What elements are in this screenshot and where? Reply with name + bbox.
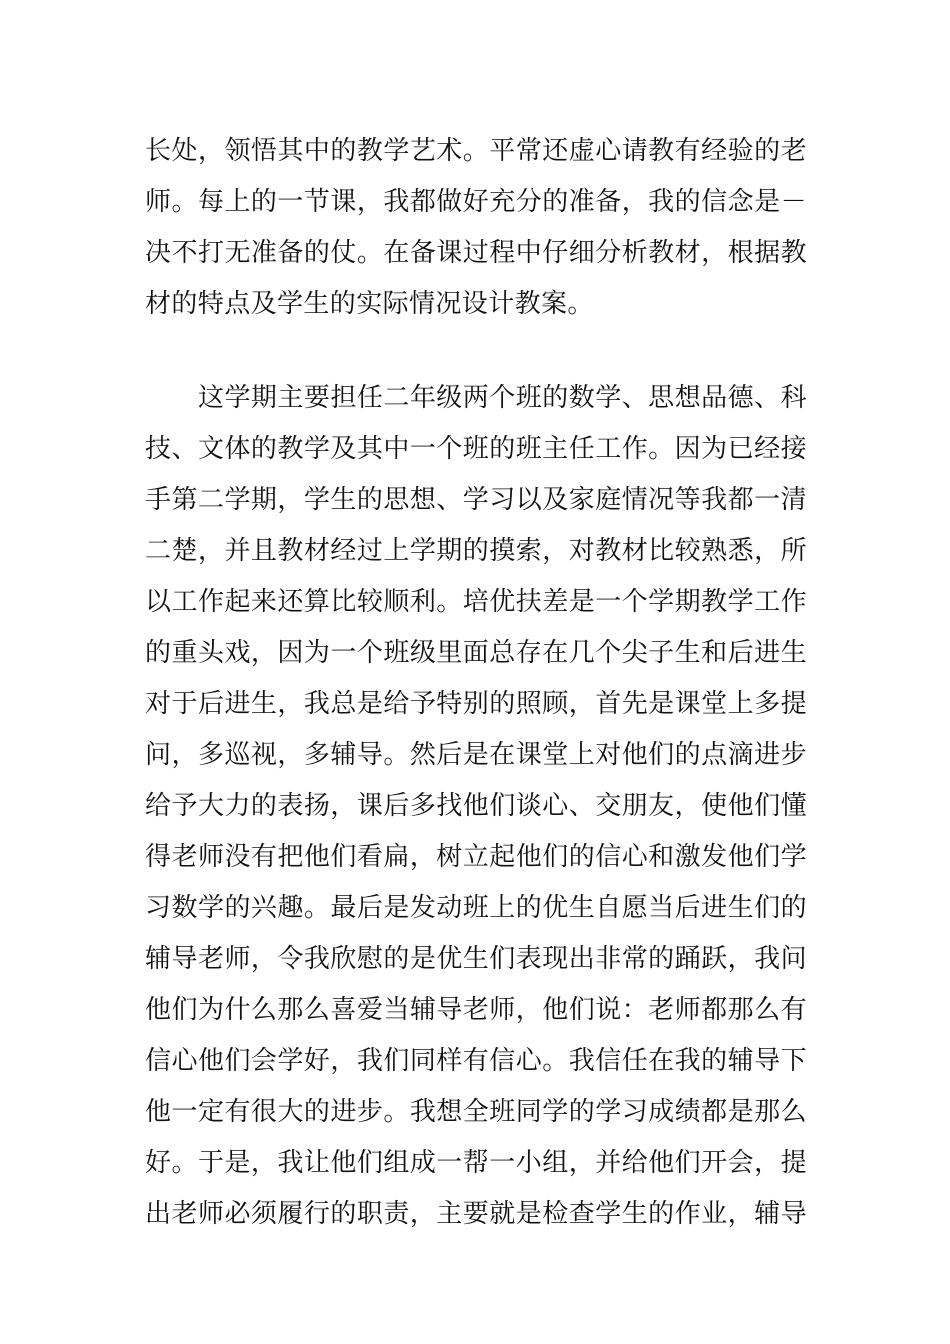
text-line: 习数学的兴趣。最后是发动班上的优生自愿当后进生们的 bbox=[145, 893, 807, 923]
text-line: 给予大力的表扬，课后多找他们谈心、交朋友，使他们懂 bbox=[145, 791, 807, 821]
text-line: 长处，领悟其中的教学艺术。平常还虚心请教有经验的老 bbox=[145, 136, 807, 166]
text-line: 信心他们会学好，我们同样有信心。我信任在我的辅导下 bbox=[145, 1046, 807, 1076]
text-line: 出老师必须履行的职责，主要就是检查学生的作业，辅导 bbox=[145, 1199, 807, 1229]
text-line: 得老师没有把他们看扁，树立起他们的信心和激发他们学 bbox=[145, 842, 807, 872]
text-line: 以工作起来还算比较顺利。培优扶差是一个学期教学工作 bbox=[145, 587, 807, 617]
text-line: 师。每上的一节课，我都做好充分的准备，我的信念是－ bbox=[145, 187, 807, 217]
text-line: 这学期主要担任二年级两个班的数学、思想品德、科 bbox=[145, 383, 807, 413]
text-line: 的重头戏，因为一个班级里面总存在几个尖子生和后进生 bbox=[145, 638, 807, 668]
text-line: 他们为什么那么喜爱当辅导老师，他们说：老师都那么有 bbox=[145, 995, 807, 1025]
text-line: 决不打无准备的仗。在备课过程中仔细分析教材，根据教 bbox=[145, 238, 807, 268]
text-line: 他一定有很大的进步。我想全班同学的学习成绩都是那么 bbox=[145, 1097, 807, 1127]
text-line: 好。于是，我让他们组成一帮一小组，并给他们开会，提 bbox=[145, 1148, 807, 1178]
paragraph-1 bbox=[145, 126, 807, 330]
text-line: 问，多巡视，多辅导。然后是在课堂上对他们的点滴进步 bbox=[145, 740, 807, 770]
text-line: 辅导老师，令我欣慰的是优生们表现出非常的踊跃，我问 bbox=[145, 944, 807, 974]
paragraph-2 bbox=[145, 373, 807, 1240]
text-line: 对于后进生，我总是给予特别的照顾，首先是课堂上多提 bbox=[145, 689, 807, 719]
text-line: 材的特点及学生的实际情况设计教案。 bbox=[145, 289, 594, 319]
text-line: 二楚，并且教材经过上学期的摸索，对教材比较熟悉，所 bbox=[145, 536, 807, 566]
text-line: 手第二学期，学生的思想、学习以及家庭情况等我都一清 bbox=[145, 485, 807, 515]
text-line: 技、文体的教学及其中一个班的班主任工作。因为已经接 bbox=[145, 434, 807, 464]
